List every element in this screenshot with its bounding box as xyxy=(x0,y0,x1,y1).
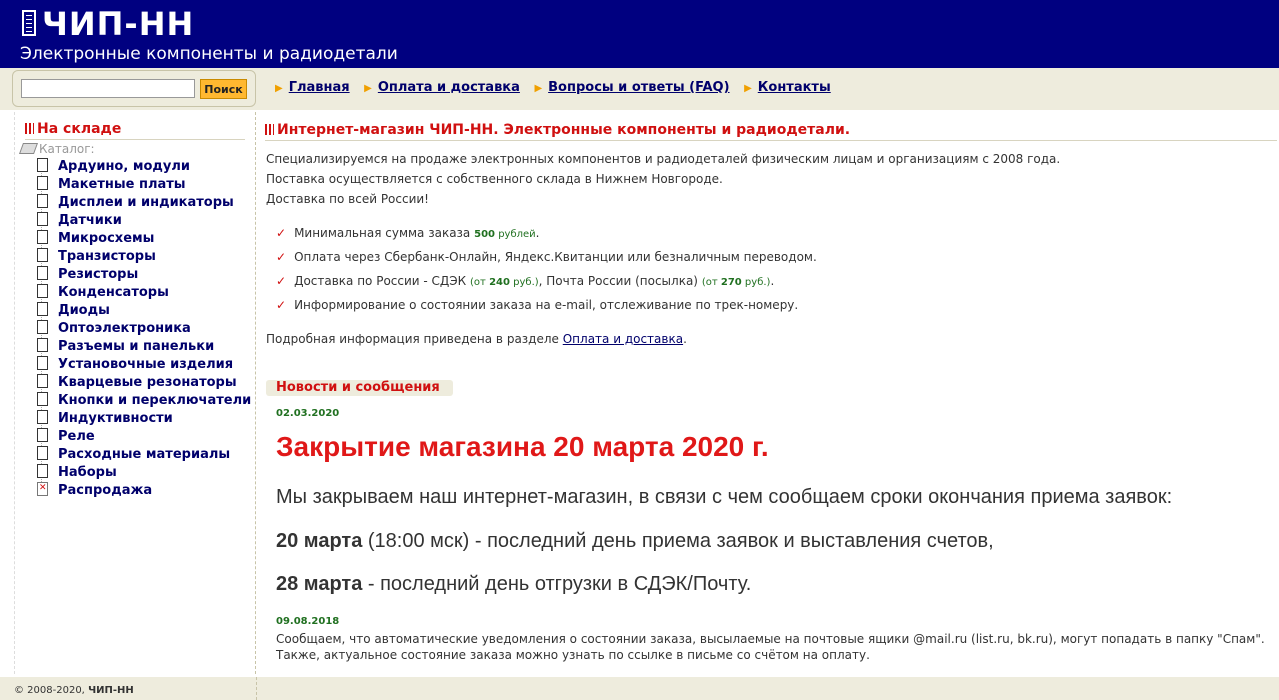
amount-value: 500 xyxy=(474,229,495,240)
news-title: Закрытие магазина 20 марта 2020 г. xyxy=(276,431,769,462)
catalog-item-label[interactable]: Макетные платы xyxy=(58,177,186,192)
search-box xyxy=(12,70,256,107)
document-icon xyxy=(37,338,48,352)
price-prefix: (от xyxy=(701,277,718,288)
sidebar-heading-label: На складе xyxy=(37,121,122,137)
document-icon xyxy=(37,356,48,370)
catalog-item-inductors[interactable] xyxy=(37,410,251,428)
catalog-item-label[interactable]: Кнопки и переключатели xyxy=(58,393,252,408)
document-icon xyxy=(37,194,48,208)
copyright xyxy=(14,685,134,696)
catalog-item-connectors[interactable] xyxy=(37,338,251,356)
min-order-amount xyxy=(474,229,536,240)
document-icon xyxy=(37,374,48,388)
catalog-list xyxy=(37,158,251,500)
sale-document-icon xyxy=(37,482,48,496)
footer xyxy=(0,677,1279,700)
price-value: 240 xyxy=(489,277,510,288)
check-icon: ✓ xyxy=(276,298,287,312)
catalog-item-label[interactable]: Ардуино, модули xyxy=(58,159,190,174)
catalog-item-label[interactable]: Распродажа xyxy=(58,483,153,498)
bullet-min-order: ✓ Минимальная сумма заказа 500 рублей. xyxy=(276,226,540,240)
deadline-date: 20 марта xyxy=(276,530,363,552)
arrow-icon: ▶ xyxy=(534,83,543,94)
deadline-date: 28 марта xyxy=(276,573,363,595)
document-icon xyxy=(37,230,48,244)
check-icon: ✓ xyxy=(276,250,287,264)
catalog-item-label[interactable]: Диоды xyxy=(58,303,110,318)
document-icon xyxy=(37,248,48,262)
catalog-item-breadboards[interactable] xyxy=(37,176,251,194)
catalog-item-displays[interactable] xyxy=(37,194,251,212)
search-button[interactable]: Поиск xyxy=(200,79,247,99)
document-icon xyxy=(37,392,48,406)
document-icon xyxy=(37,158,48,172)
intro-line-1: Специализируемся на продаже электронных компонентов и радиодеталей физическим лицам и организациям с 2008 года. xyxy=(266,152,1061,166)
bullet-payment xyxy=(276,249,817,265)
deadline-text: (18:00 мск) - последний день приема заявок и выставления счетов, xyxy=(362,530,994,552)
sidebar-heading xyxy=(25,120,245,140)
document-icon xyxy=(37,302,48,316)
details-line: Подробная информация приведена в разделе Оплата и доставка. xyxy=(266,332,687,346)
check-icon: ✓ xyxy=(276,274,287,288)
bullet-notifications xyxy=(276,297,798,313)
document-icon xyxy=(37,464,48,478)
news-date: 09.08.2018 xyxy=(276,616,340,627)
details-link[interactable]: Оплата и доставка xyxy=(562,332,684,346)
bullet-delivery: ✓ Доставка по России - СДЭК (от 240 руб.), Почта России (посылка) (от 270 руб.). xyxy=(276,274,775,288)
document-icon xyxy=(37,266,48,280)
catalog-label-text: Каталог: xyxy=(39,142,95,156)
deadline-text: - последний день отгрузки в СДЭК/Почту. xyxy=(362,573,752,595)
catalog-item-label[interactable]: Кварцевые резонаторы xyxy=(58,375,237,390)
catalog-item-ics[interactable] xyxy=(37,230,251,248)
bullet-text: Информирование о состоянии заказа на e-mail, отслеживание по трек-номеру. xyxy=(294,298,799,312)
check-icon: ✓ xyxy=(276,226,287,240)
sidebar xyxy=(14,112,256,674)
main-nav xyxy=(275,80,841,95)
catalog-item-transistors[interactable] xyxy=(37,248,251,266)
document-icon xyxy=(37,284,48,298)
catalog-item-capacitors[interactable] xyxy=(37,284,251,302)
catalog-item-arduino[interactable] xyxy=(37,158,251,176)
grid-icon xyxy=(25,123,34,134)
site-header xyxy=(0,0,1279,68)
arrow-icon: ▶ xyxy=(744,83,752,94)
catalog-item-label[interactable]: Разъемы и панельки xyxy=(58,339,215,354)
catalog-item-label[interactable]: Транзисторы xyxy=(58,249,156,264)
catalog-item-label[interactable]: Датчики xyxy=(58,213,122,228)
catalog-item-label[interactable]: Расходные материалы xyxy=(58,447,231,462)
catalog-item-mounting[interactable] xyxy=(37,356,251,374)
price-cdek xyxy=(470,277,539,288)
news-deadline-orders xyxy=(276,529,994,553)
news-text-line: Сообщаем, что автоматические уведомления о состоянии заказа, высылаемые на почтовые ящики @mail.ru (list.ru, bk.ru), могут попадать в папку "Спам". xyxy=(276,632,1265,646)
top-bar xyxy=(0,68,1279,110)
grid-icon xyxy=(265,124,274,135)
price-unit: руб.) xyxy=(744,277,771,288)
catalog-item-sensors[interactable] xyxy=(37,212,251,230)
main-content xyxy=(257,112,1279,674)
catalog-item-label[interactable]: Наборы xyxy=(58,465,117,480)
chip-logo-icon xyxy=(22,10,36,36)
catalog-item-resistors[interactable] xyxy=(37,266,251,284)
price-unit: руб.) xyxy=(513,277,539,288)
catalog-item-label[interactable]: Дисплеи и индикаторы xyxy=(58,195,234,210)
bullet-text: Оплата через Сбербанк-Онлайн, Яндекс.Квитанции или безналичным переводом. xyxy=(294,250,817,264)
nav-payment-delivery[interactable]: Оплата и доставка xyxy=(377,80,520,95)
catalog-item-label[interactable]: Реле xyxy=(58,429,95,444)
site-subtitle: Электронные компоненты и радиодетали xyxy=(20,44,398,64)
amount-unit: рублей xyxy=(498,229,536,240)
bullet-text: Минимальная сумма заказа xyxy=(294,226,471,240)
catalog-item-label[interactable]: Индуктивности xyxy=(58,411,173,426)
document-icon xyxy=(37,446,48,460)
nav-home[interactable]: Главная xyxy=(288,80,350,95)
folder-icon xyxy=(19,143,38,154)
footer-brand: ЧИП-НН xyxy=(88,685,134,696)
page-title-text: Интернет-магазин ЧИП-НН. Электронные компоненты и радиодетали. xyxy=(277,122,851,138)
catalog-item-crystals[interactable] xyxy=(37,374,251,392)
price-value: 270 xyxy=(720,277,742,288)
document-icon xyxy=(37,428,48,442)
document-icon xyxy=(37,320,48,334)
document-icon xyxy=(37,176,48,190)
news-deadline-shipping xyxy=(276,572,751,596)
catalog-item-consumables[interactable] xyxy=(37,446,251,464)
document-icon xyxy=(37,212,48,226)
intro-line-2: Поставка осуществляется с собственного склада в Нижнем Новгороде. xyxy=(266,172,723,186)
news-text-line: Также, актуальное состояние заказа можно узнать по ссылке в письме со счётом на оплату. xyxy=(276,648,870,662)
price-post xyxy=(702,277,771,288)
arrow-icon: ▶ xyxy=(364,83,372,94)
news-paragraph: Мы закрываем наш интернет-магазин, в связи с чем сообщаем сроки окончания приема заявок: xyxy=(276,486,1173,508)
catalog-item-label[interactable]: Конденсаторы xyxy=(58,285,169,300)
nav-contacts[interactable]: Контакты xyxy=(757,80,831,95)
price-prefix: (от xyxy=(470,277,486,288)
catalog-item-label[interactable]: Микросхемы xyxy=(58,231,155,246)
catalog-item-sale[interactable] xyxy=(37,482,251,500)
details-text: Подробная информация приведена в разделе xyxy=(266,332,559,346)
arrow-icon: ▶ xyxy=(275,83,283,94)
page-title xyxy=(265,122,1277,141)
catalog-item-relays[interactable] xyxy=(37,428,251,446)
footer-divider xyxy=(256,677,258,700)
news-heading: Новости и сообщения xyxy=(266,380,453,396)
nav-faq[interactable]: Вопросы и ответы (FAQ) xyxy=(548,80,730,95)
catalog-item-switches[interactable] xyxy=(37,392,251,410)
copyright-text: © 2008-2020, xyxy=(14,685,85,696)
catalog-item-label[interactable]: Резисторы xyxy=(58,267,139,282)
search-input[interactable] xyxy=(21,79,195,98)
catalog-label xyxy=(21,142,95,156)
intro-line-3: Доставка по всей России! xyxy=(266,192,429,206)
catalog-item-label[interactable]: Оптоэлектроника xyxy=(58,321,191,336)
catalog-item-optoelectronics[interactable] xyxy=(37,320,251,338)
catalog-item-label[interactable]: Установочные изделия xyxy=(58,357,234,372)
bullet-text-post: , Почта России (посылка) xyxy=(538,274,698,288)
document-icon xyxy=(37,410,48,424)
catalog-item-kits[interactable] xyxy=(37,464,251,482)
catalog-item-diodes[interactable] xyxy=(37,302,251,320)
site-title[interactable]: ЧИП-НН xyxy=(42,5,195,43)
bullet-text: Доставка по России - СДЭК xyxy=(294,274,467,288)
news-date: 02.03.2020 xyxy=(276,408,340,419)
